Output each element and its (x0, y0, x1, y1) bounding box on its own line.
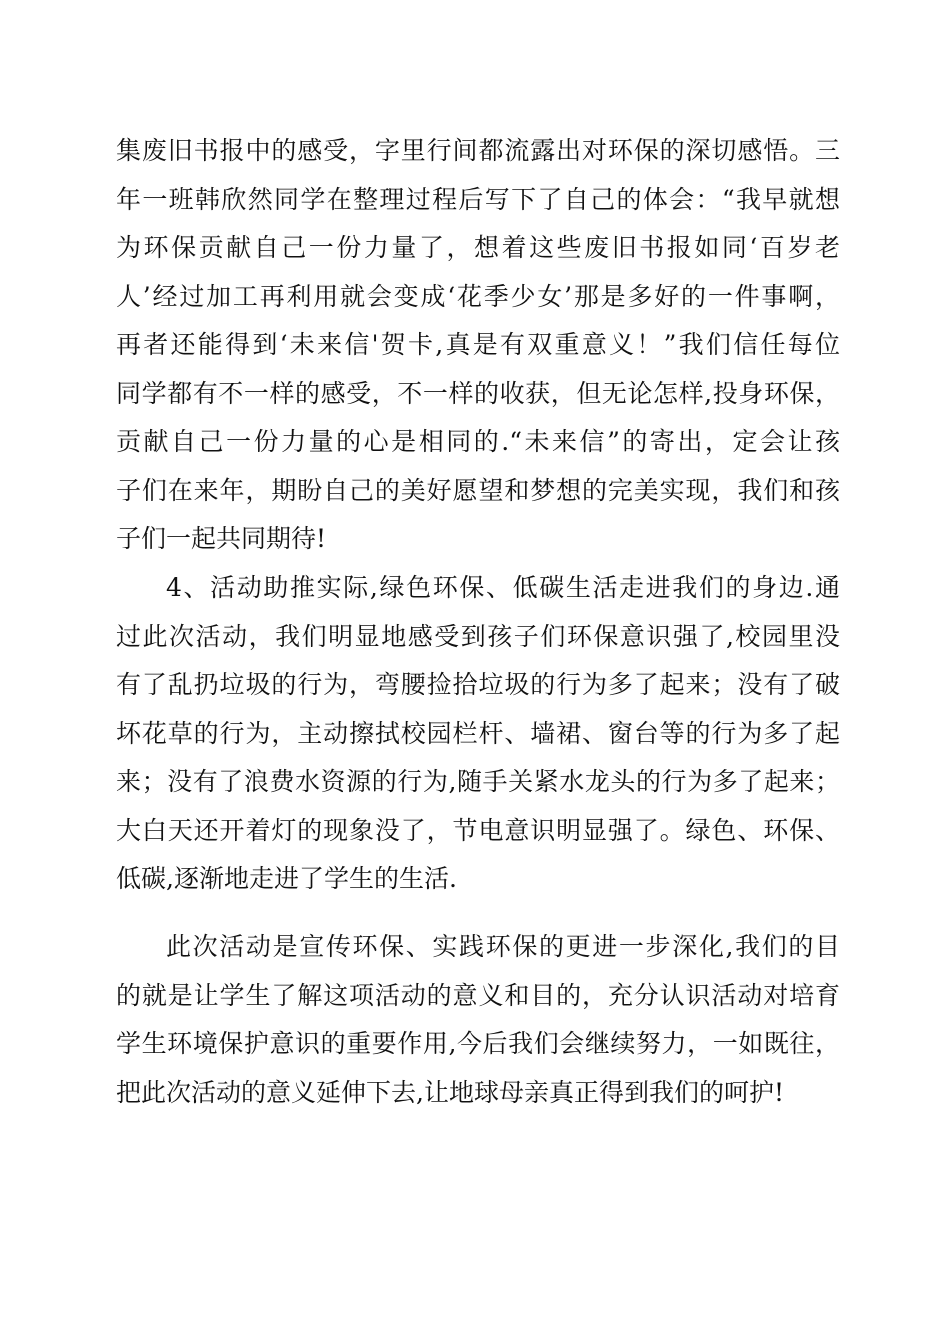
text-line: 同学都有不一样的感受，不一样的收获，但无论怎样,投身环保， (116, 378, 840, 408)
text-line: 集废旧书报中的感受，字里行间都流露出对环保的深切感悟。三 (116, 136, 840, 165)
text-line: 学生环境保护意识的重要作用,今后我们会继续努力，一如既往， (116, 1029, 840, 1058)
text-line: 有了乱扔垃圾的行为，弯腰捡拾垃圾的行为多了起来；没有了破 (116, 670, 840, 699)
text-line: 为环保贡献自己一份力量了，想着这些废旧书报如同‘百岁老 (116, 233, 840, 262)
text-line: 贡献自己一份力量的心是相同的.“未来信”的寄出，定会让孩 (116, 427, 840, 456)
text-line: 的就是让学生了解这项活动的意义和目的，充分认识活动对培育 (116, 980, 840, 1010)
text-line: 子们一起共同期待! (116, 524, 327, 553)
text-line: 4、活动助推实际,绿色环保、低碳生活走进我们的身边.通 (166, 573, 840, 602)
text-line: 过此次活动，我们明显地感受到孩子们环保意识强了,校园里没 (116, 621, 840, 651)
paragraph-conclusion (116, 923, 840, 1117)
text-line: 子们在来年，期盼自己的美好愿望和梦想的完美实现，我们和孩 (116, 475, 840, 505)
text-line: 再者还能得到‘未来信'贺卡,真是有双重意义！”我们信任每位 (116, 330, 840, 359)
text-line: 把此次活动的意义延伸下去,让地球母亲真正得到我们的呵护! (116, 1077, 784, 1107)
text-line: 低碳,逐渐地走进了学生的生活. (116, 864, 457, 893)
text-line: 大白天还开着灯的现象没了，节电意识明显强了。绿色、环保、 (116, 815, 840, 845)
text-line: 人’经过加工再利用就会变成‘花季少女’那是多好的一件事啊， (116, 281, 840, 311)
text-line: 此次活动是宣传环保、实践环保的更进一步深化,我们的目 (166, 932, 840, 961)
paragraph-activity-results (116, 564, 840, 904)
text-line: 坏花草的行为，主动擦拭校园栏杆、墙裙、窗台等的行为多了起 (116, 718, 840, 748)
text-line: 来；没有了浪费水资源的行为,随手关紧水龙头的行为多了起来； (116, 767, 840, 796)
text-line: 年一班韩欣然同学在整理过程后写下了自己的体会：“我早就想 (116, 184, 840, 214)
paragraph-experiences (116, 127, 840, 564)
